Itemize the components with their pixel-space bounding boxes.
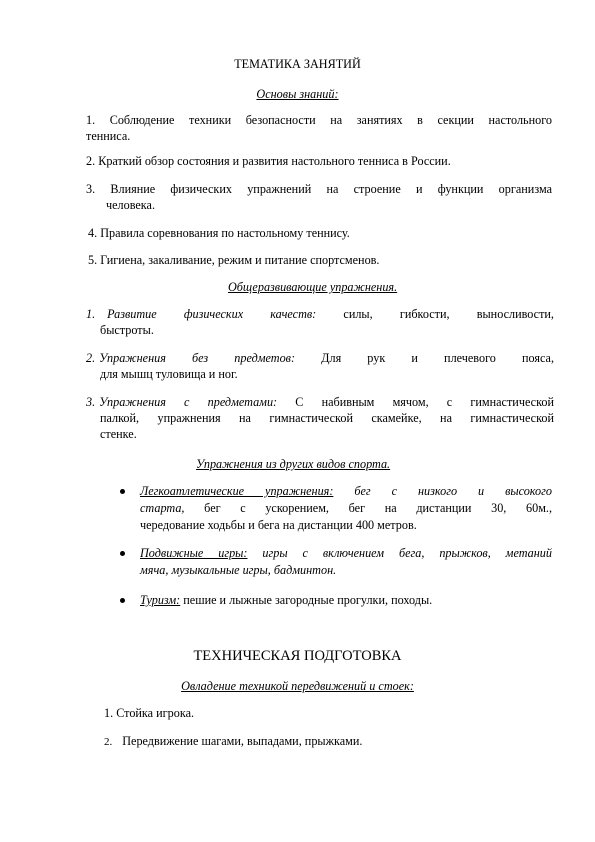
general-item-2 xyxy=(86,350,554,366)
technical-item-2 xyxy=(104,733,362,750)
general-item-2-line2: для мышц туловища и ног. xyxy=(100,367,238,381)
basics-item-3-line1: 3. Влияние физических упражнений на строение и функции организма xyxy=(86,182,552,196)
general-item-1-num: 1. xyxy=(86,307,96,321)
general-item-1-line2: быстроты. xyxy=(100,323,154,337)
technical-item-1: 1. Стойка игрока. xyxy=(104,706,195,720)
bullet-icon xyxy=(120,489,125,494)
basics-item-5: 5. Гигиена, закаливание, режим и питание спортсменов. xyxy=(88,253,380,267)
general-item-3 xyxy=(86,394,554,410)
general-item-3-text: С набивным мячом, с гимнастической xyxy=(277,395,554,409)
technical-item-2-num: 2. xyxy=(104,736,113,748)
other-sports-heading: Упражнения из других видов спорта. xyxy=(196,457,391,471)
general-item-2-num: 2. xyxy=(86,351,96,365)
other-item-3-text: пешие и лыжные загородные прогулки, походы. xyxy=(180,593,433,607)
other-item-1-line2-rest: бег с ускорением, бег на дистанции 30, 60м., xyxy=(184,501,552,515)
other-item-1-line3: чередование ходьбы и бега на дистанции 400 метров. xyxy=(140,518,417,532)
general-item-3-label: Упражнения с предметами: xyxy=(99,395,278,409)
basics-item-1-line1: 1. Соблюдение техники безопасности на занятиях в секции настольного xyxy=(86,113,552,127)
basics-item-1-line2: тенниса. xyxy=(86,129,131,143)
basics-item-3-line2: человека. xyxy=(106,198,155,212)
general-item-3-line2: палкой, упражнения на гимнастической скамейке, на гимнастической xyxy=(100,411,554,425)
other-item-2-text: игры с включением бега, прыжков, метаний xyxy=(247,546,552,560)
general-item-1-label: Развитие физических качеств: xyxy=(107,307,317,321)
technical-title: ТЕХНИЧЕСКАЯ ПОДГОТОВКА xyxy=(193,648,402,664)
page-title: ТЕМАТИКА ЗАНЯТИЙ xyxy=(234,57,361,71)
general-item-2-label: Упражнения без предметов: xyxy=(99,351,296,365)
other-item-3-label: Туризм: xyxy=(140,593,181,607)
other-item-1-line1 xyxy=(140,483,552,499)
basics-item-2: 2. Краткий обзор состояния и развития настольного тенниса в России. xyxy=(86,154,451,168)
basics-item-4: 4. Правила соревнования по настольному теннису. xyxy=(88,226,350,240)
other-item-2-line1 xyxy=(140,545,552,561)
general-item-1 xyxy=(86,306,554,322)
bullet-icon xyxy=(120,598,125,603)
other-item-1-text: бег с низкого и высокого xyxy=(333,484,552,498)
other-item-1-line2 xyxy=(140,500,552,516)
other-item-3-line1 xyxy=(140,592,432,608)
technical-heading: Овладение техникой передвижений и стоек: xyxy=(181,679,414,693)
general-item-3-num: 3. xyxy=(86,395,96,409)
other-item-1-label: Легкоатлетические упражнения: xyxy=(140,484,334,498)
general-item-2-text: Для рук и плечевого пояса, xyxy=(295,351,555,365)
other-item-2-label: Подвижные игры: xyxy=(140,546,248,560)
bullet-icon xyxy=(120,551,125,556)
technical-item-2-text: Передвижение шагами, выпадами, прыжками. xyxy=(122,734,363,748)
basics-heading: Основы знаний: xyxy=(256,87,339,101)
other-item-1-line2-italic: старта, xyxy=(140,501,185,515)
general-item-3-line3: стенке. xyxy=(100,427,137,441)
general-item-1-text: силы, гибкости, выносливости, xyxy=(316,307,554,321)
other-item-2-line2: мяча, музыкальные игры, бадминтон. xyxy=(140,563,337,577)
general-heading: Общеразвивающие упражнения. xyxy=(228,280,398,294)
